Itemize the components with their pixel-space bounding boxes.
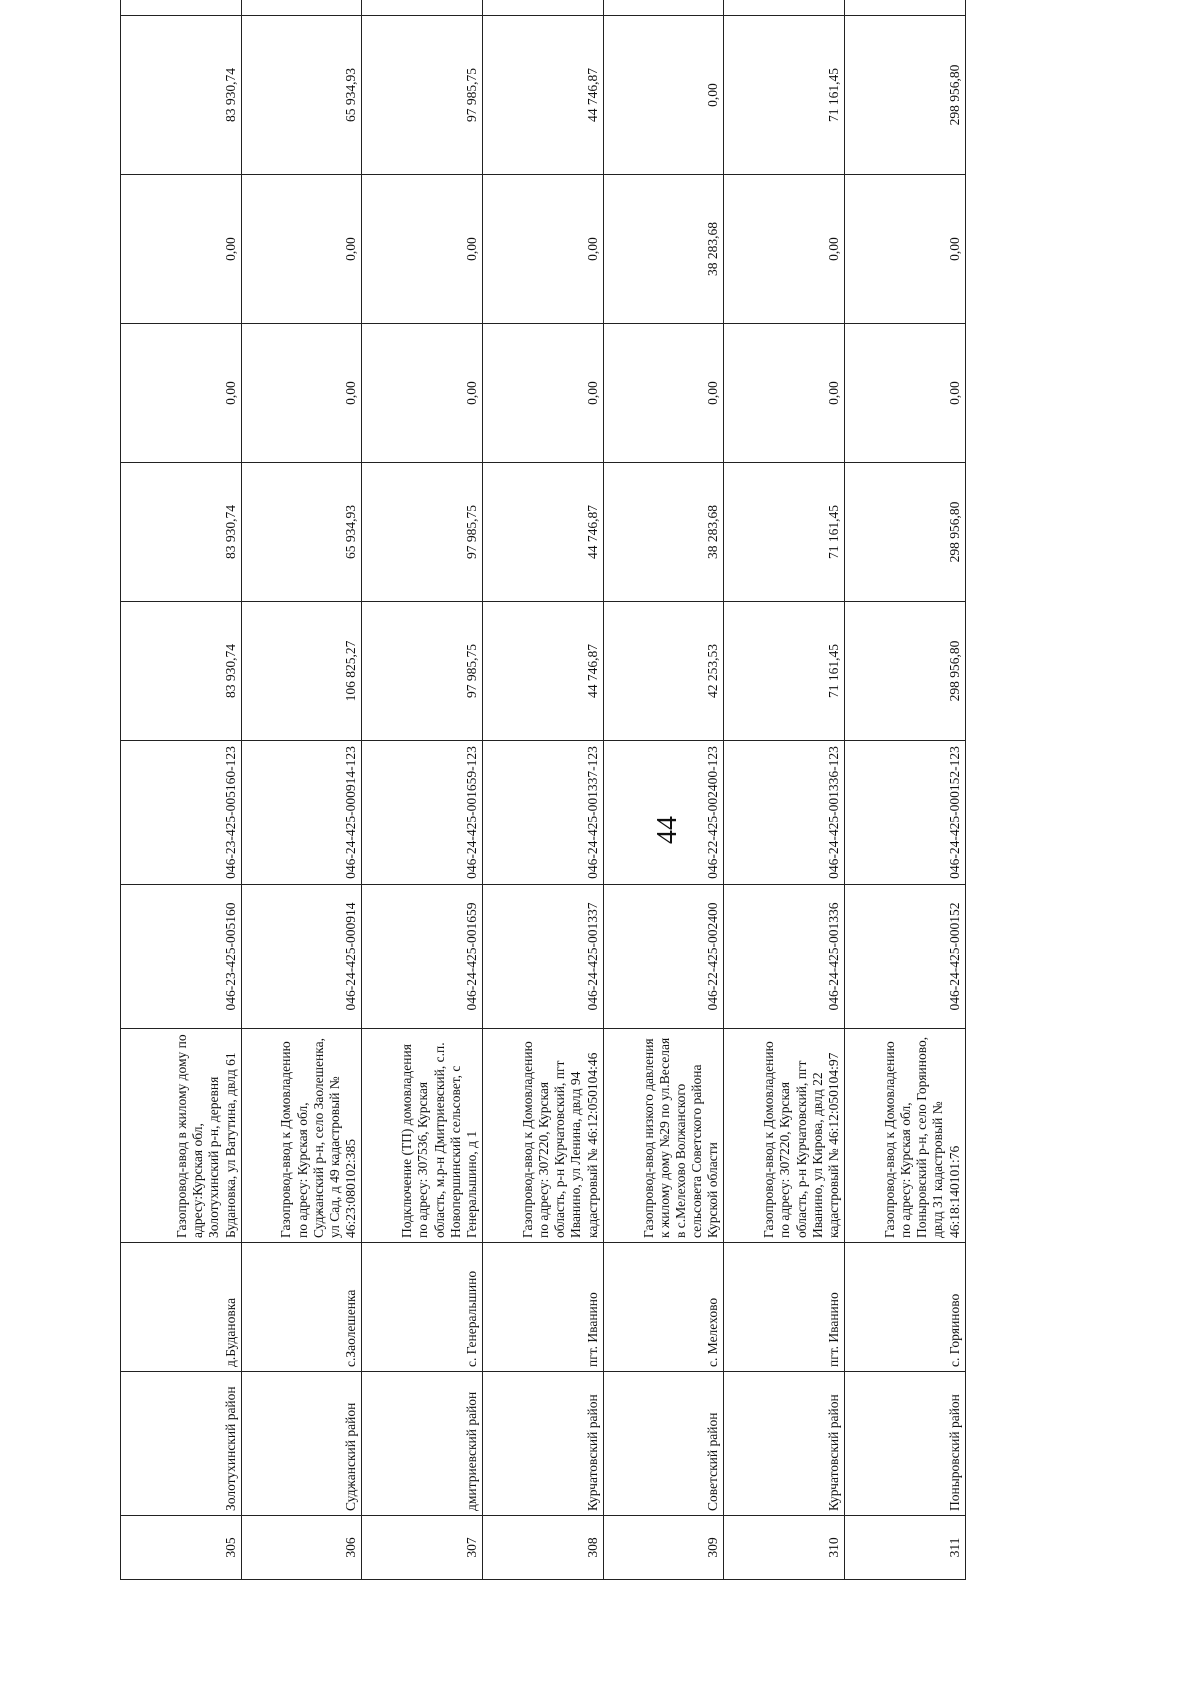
value-5-cell: 83 930,74 [121, 16, 242, 175]
district-cell: Советский район [603, 1372, 724, 1516]
value-5-cell: 298 956,80 [845, 16, 966, 175]
locality-cell: с. Генеральшино [362, 1243, 483, 1372]
page-number: 44 [652, 816, 683, 844]
value-3-cell: 0,00 [241, 324, 362, 463]
value-3-cell: 0,00 [724, 324, 845, 463]
district-cell: дмитриевский район [362, 1372, 483, 1516]
object-uid-cell: 046-22-425-002400-123 [603, 741, 724, 885]
value-6-cell [724, 0, 845, 16]
object-description-cell: Газопровод-ввод в жилому дому по адресу:Курская обл, Золотухинский р-н, деревня Будановка, ул Ватутина, двлд 61 [121, 1029, 242, 1243]
value-5-cell: 97 985,75 [362, 16, 483, 175]
value-2-cell: 38 283,68 [603, 463, 724, 602]
object-uid-cell: 046-23-425-005160-123 [121, 741, 242, 885]
value-4-cell: 0,00 [121, 175, 242, 324]
value-6-cell [483, 0, 604, 16]
object-code-cell: 046-24-425-001659 [362, 885, 483, 1029]
object-code-cell: 046-23-425-005160 [121, 885, 242, 1029]
value-2-cell: 44 746,87 [483, 463, 604, 602]
value-6-cell [241, 0, 362, 16]
row-number-cell: 310 [724, 1516, 845, 1580]
value-3-cell: 0,00 [362, 324, 483, 463]
district-cell: Суджанский район [241, 1372, 362, 1516]
table-row [241, 0, 362, 1580]
row-number-cell: 308 [483, 1516, 604, 1580]
value-5-cell: 71 161,45 [724, 16, 845, 175]
value-1-cell: 83 930,74 [121, 602, 242, 741]
district-cell: Золотухинский район [121, 1372, 242, 1516]
value-4-cell: 0,00 [362, 175, 483, 324]
value-6-cell [362, 0, 483, 16]
value-2-cell: 83 930,74 [121, 463, 242, 602]
locality-cell: д.Будановка [121, 1243, 242, 1372]
locality-cell: с. Мелехово [603, 1243, 724, 1372]
value-6-cell [603, 0, 724, 16]
table-row [483, 0, 604, 1580]
object-description-cell: Газопровод-ввод к Домовладению по адресу: Курская обл, Поныровский р-н, село Горяиново, двлд 31 кадастровый № 46:18:140101:76 [845, 1029, 966, 1243]
value-1-cell: 106 825,27 [241, 602, 362, 741]
ledger-body [121, 0, 966, 1580]
value-5-cell: 65 934,93 [241, 16, 362, 175]
value-2-cell: 298 956,80 [845, 463, 966, 602]
locality-cell: пгт. Иванино [724, 1243, 845, 1372]
row-number-cell: 309 [603, 1516, 724, 1580]
value-1-cell: 298 956,80 [845, 602, 966, 741]
locality-cell: с.Заолешенка [241, 1243, 362, 1372]
table-row [121, 0, 242, 1580]
object-description-cell: Газопровод-ввод к Домовладению по адресу: Курская обл, Суджанский р-н, село Заолешенка, ул Сад, д 49 кадастровый № 46:23:080102:385 [241, 1029, 362, 1243]
value-4-cell: 0,00 [241, 175, 362, 324]
table-row [845, 0, 966, 1580]
object-description-cell: Газопровод-ввод к Домовладению по адресу: 307220, Курская область, р-н Курчатовский, пгт Иванино, ул Ленина, двлд 94 кадастровый № 46:12:050104:46 [483, 1029, 604, 1243]
value-1-cell: 97 985,75 [362, 602, 483, 741]
district-cell: Курчатовский район [483, 1372, 604, 1516]
value-5-cell: 44 746,87 [483, 16, 604, 175]
value-6-cell [121, 0, 242, 16]
object-uid-cell: 046-24-425-001659-123 [362, 741, 483, 885]
object-uid-cell: 046-24-425-001337-123 [483, 741, 604, 885]
value-4-cell: 0,00 [724, 175, 845, 324]
object-code-cell: 046-24-425-000152 [845, 885, 966, 1029]
district-cell: Поныровский район [845, 1372, 966, 1516]
value-4-cell: 38 283,68 [603, 175, 724, 324]
value-1-cell: 42 253,53 [603, 602, 724, 741]
object-code-cell: 046-24-425-001336 [724, 885, 845, 1029]
value-3-cell: 0,00 [603, 324, 724, 463]
district-cell: Курчатовский район [724, 1372, 845, 1516]
object-uid-cell: 046-24-425-001336-123 [724, 741, 845, 885]
row-number-cell: 306 [241, 1516, 362, 1580]
value-6-cell [845, 0, 966, 16]
value-5-cell: 0,00 [603, 16, 724, 175]
locality-cell: с. Горяиново [845, 1243, 966, 1372]
row-number-cell: 307 [362, 1516, 483, 1580]
object-uid-cell: 046-24-425-000152-123 [845, 741, 966, 885]
object-description-cell: Газопровод-ввод к Домовладению по адресу: 307220, Курская область, р-н Курчатовский, пгт Иванино, ул Кирова, двлд 22 кадастровый № 46:12:050104:97 [724, 1029, 845, 1243]
value-1-cell: 71 161,45 [724, 602, 845, 741]
table-row [362, 0, 483, 1580]
table-row [724, 0, 845, 1580]
row-number-cell: 305 [121, 1516, 242, 1580]
table-row [603, 0, 724, 1580]
value-2-cell: 65 934,93 [241, 463, 362, 602]
object-description-cell: Газопровод-ввод низкого давления к жилому дому №29 по ул.Веселая в с.Мелехово Волжанского сельсовета Советского района Курской области [603, 1029, 724, 1243]
object-description-cell: Подключение (ТП) домовладения по адресу: 307536, Курская область, м.р-н Дмитриевский, с.п. Новопершинский сельсовет, с Генеральшино, д 1 [362, 1029, 483, 1243]
ledger-table-rotated [120, 64, 965, 1580]
value-2-cell: 97 985,75 [362, 463, 483, 602]
locality-cell: пгт. Иванино [483, 1243, 604, 1372]
ledger-table [120, 0, 966, 1580]
value-4-cell: 0,00 [483, 175, 604, 324]
value-4-cell: 0,00 [845, 175, 966, 324]
row-number-cell: 311 [845, 1516, 966, 1580]
value-3-cell: 0,00 [483, 324, 604, 463]
object-code-cell: 046-24-425-000914 [241, 885, 362, 1029]
object-code-cell: 046-22-425-002400 [603, 885, 724, 1029]
value-1-cell: 44 746,87 [483, 602, 604, 741]
value-3-cell: 0,00 [845, 324, 966, 463]
value-2-cell: 71 161,45 [724, 463, 845, 602]
object-uid-cell: 046-24-425-000914-123 [241, 741, 362, 885]
object-code-cell: 046-24-425-001337 [483, 885, 604, 1029]
value-3-cell: 0,00 [121, 324, 242, 463]
